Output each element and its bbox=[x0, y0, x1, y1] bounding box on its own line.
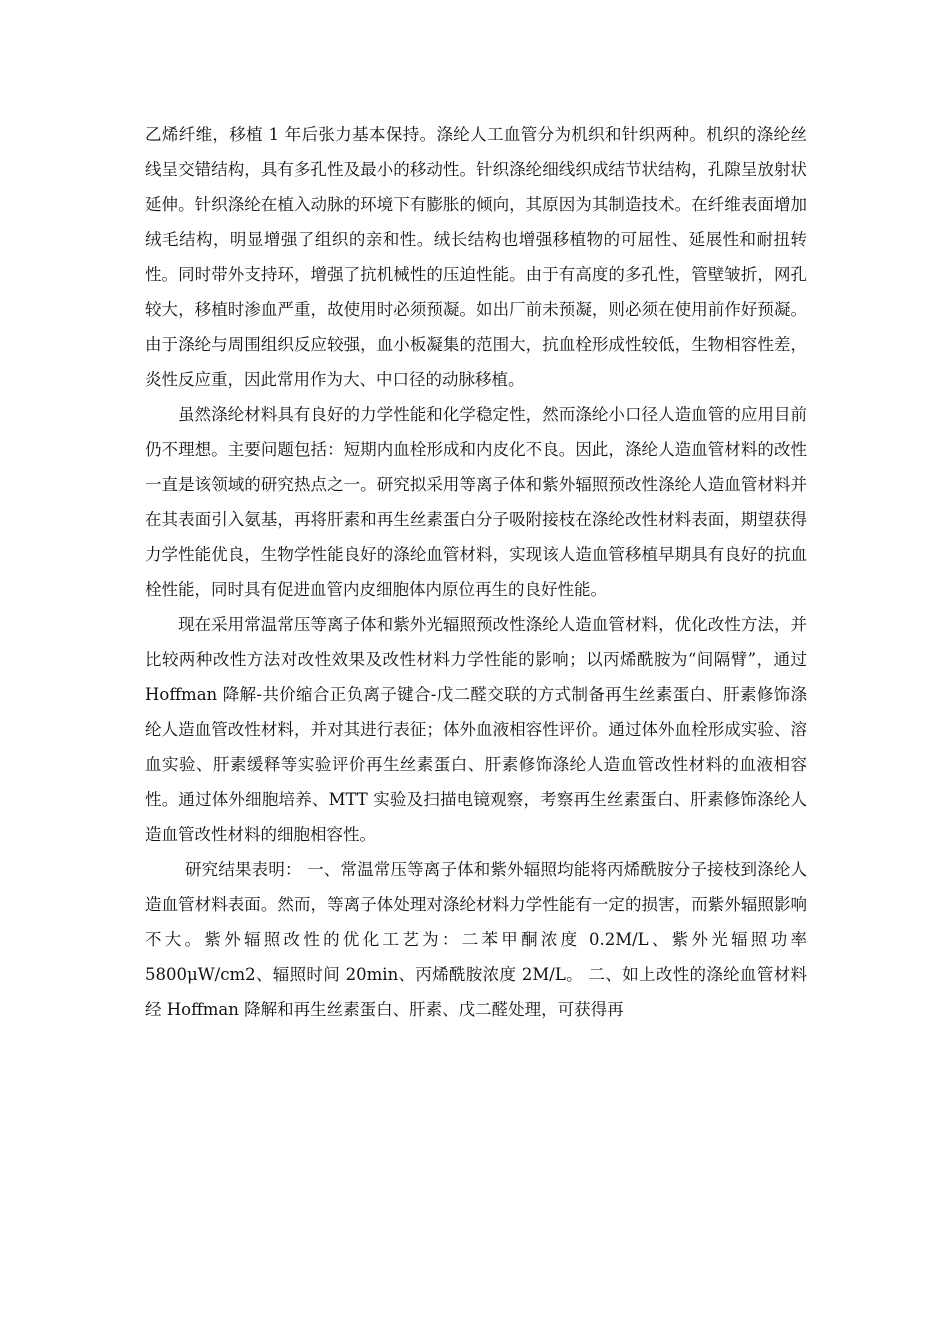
paragraph-1: 乙烯纤维，移植 1 年后张力基本保持。涤纶人工血管分为机织和针织两种。机织的涤纶丝线呈交错结构，具有多孔性及最小的移动性。针织涤纶细线织成结节状结构，孔隙呈放射状延伸。针织涤纶在植入动脉的环境下有膨胀的倾向，其原因为其制造技术。在纤维表面增加绒毛结构，明显增强了组织的亲和性。绒长结构也增强移植物的可屈性、延展性和耐扭转性。同时带外支持环，增强了抗机械性的压迫性能。由于有高度的多孔性，管壁皱折，网孔较大，移植时渗血严重，故使用时必须预凝。如出厂前未预凝，则必须在使用前作好预凝。由于涤纶与周围组织反应较强，血小板凝集的范围大，抗血栓形成性较低，生物相容性差，炎性反应重，因此常用作为大、中口径的动脉移植。 bbox=[145, 125, 807, 389]
paragraph-3: 现在采用常温常压等离子体和紫外光辐照预改性涤纶人造血管材料，优化改性方法，并比较两种改性方法对改性效果及改性材料力学性能的影响；以丙烯酰胺为“间隔臂”，通过 Hoffman 降解-共价缩合正负离子键合-戊二醛交联的方式制备再生丝素蛋白、肝素修饰涤纶人造血管改性材料，并对其进行表征；体外血液相容性评价。通过体外血栓形成实验、溶血实验、肝素缓释等实验评价再生丝素蛋白、肝素修饰涤纶人造血管改性材料的血液相容性。通过体外细胞培养、MTT 实验及扫描电镜观察，考察再生丝素蛋白、肝素修饰涤纶人造血管改性材料的细胞相容性。 bbox=[145, 615, 807, 844]
document-body bbox=[145, 117, 807, 1027]
paragraph-4: 研究结果表明： 一、常温常压等离子体和紫外辐照均能将丙烯酰胺分子接枝到涤纶人造血管材料表面。然而，等离子体处理对涤纶材料力学性能有一定的损害，而紫外辐照影响不大。紫外辐照改性的优化工艺为：二苯甲酮浓度 0.2M/L、紫外光辐照功率 5800μW/cm2、辐照时间 20min、丙烯酰胺浓度 2M/L。 二、如上改性的涤纶血管材料经 Hoffman 降解和再生丝素蛋白、肝素、戊二醛处理，可获得再 bbox=[145, 860, 807, 1019]
paragraph-2: 虽然涤纶材料具有良好的力学性能和化学稳定性，然而涤纶小口径人造血管的应用目前仍不理想。主要问题包括：短期内血栓形成和内皮化不良。因此，涤纶人造血管材料的改性一直是该领域的研究热点之一。研究拟采用等离子体和紫外辐照预改性涤纶人造血管材料并在其表面引入氨基，再将肝素和再生丝素蛋白分子吸附接枝在涤纶改性材料表面，期望获得力学性能优良，生物学性能良好的涤纶血管材料，实现该人造血管移植早期具有良好的抗血栓性能，同时具有促进血管内皮细胞体内原位再生的良好性能。 bbox=[145, 405, 807, 599]
